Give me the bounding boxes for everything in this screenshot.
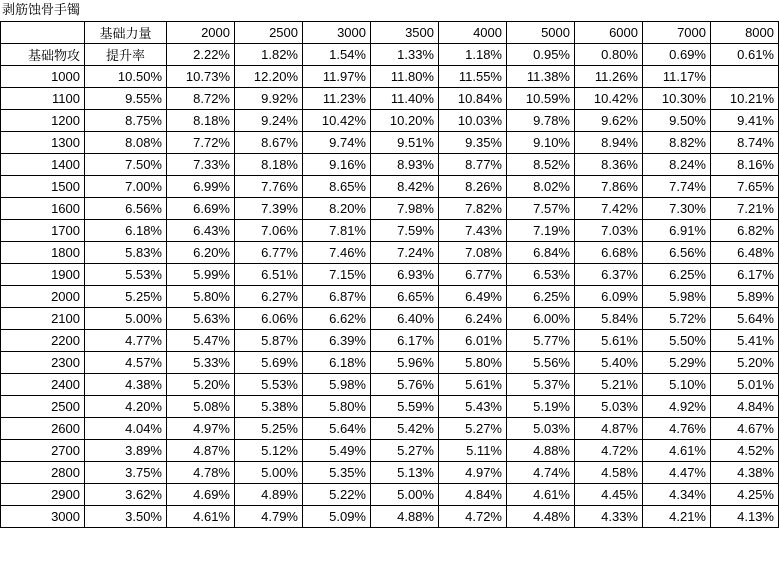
table-cell: 5.09%	[303, 506, 371, 528]
table-cell: 11.26%	[575, 66, 643, 88]
table-cell: 5.80%	[303, 396, 371, 418]
table-cell: 5.76%	[371, 374, 439, 396]
table-cell: 5.72%	[643, 308, 711, 330]
table-row	[1, 264, 779, 286]
table-cell: 7.74%	[643, 176, 711, 198]
table-cell: 9.24%	[235, 110, 303, 132]
table-cell: 7.98%	[371, 198, 439, 220]
table-cell: 8.20%	[303, 198, 371, 220]
table-cell: 5.80%	[167, 286, 235, 308]
table-cell: 11.40%	[371, 88, 439, 110]
rate-value: 1.18%	[439, 44, 507, 66]
data-table	[0, 21, 779, 528]
table-cell	[711, 66, 779, 88]
table-cell: 8.24%	[643, 154, 711, 176]
table-cell: 4.87%	[167, 440, 235, 462]
table-cell: 6.18%	[85, 220, 167, 242]
table-cell: 5.89%	[711, 286, 779, 308]
table-cell: 4.67%	[711, 418, 779, 440]
column-header-value: 8000	[711, 22, 779, 44]
table-cell: 4.89%	[235, 484, 303, 506]
table-cell: 5.98%	[643, 286, 711, 308]
row-header-cell: 1400	[1, 154, 85, 176]
table-cell: 7.76%	[235, 176, 303, 198]
rate-value: 0.95%	[507, 44, 575, 66]
rate-value: 0.69%	[643, 44, 711, 66]
table-cell: 5.22%	[303, 484, 371, 506]
table-cell: 6.87%	[303, 286, 371, 308]
table-body	[1, 66, 779, 528]
table-cell: 10.84%	[439, 88, 507, 110]
row-header-cell: 2000	[1, 286, 85, 308]
table-cell: 10.03%	[439, 110, 507, 132]
table-cell: 11.38%	[507, 66, 575, 88]
table-cell: 9.51%	[371, 132, 439, 154]
table-cell: 5.33%	[167, 352, 235, 374]
table-row	[1, 286, 779, 308]
table-cell: 5.00%	[235, 462, 303, 484]
table-cell: 4.92%	[643, 396, 711, 418]
table-cell: 4.84%	[711, 396, 779, 418]
row-header-cell: 1600	[1, 198, 85, 220]
column-header-value: 3500	[371, 22, 439, 44]
table-cell: 6.65%	[371, 286, 439, 308]
table-cell: 8.65%	[303, 176, 371, 198]
table-cell: 4.87%	[575, 418, 643, 440]
table-cell: 5.49%	[303, 440, 371, 462]
table-cell: 7.65%	[711, 176, 779, 198]
table-cell: 10.42%	[303, 110, 371, 132]
table-row	[1, 110, 779, 132]
rate-value: 2.22%	[167, 44, 235, 66]
table-cell: 6.62%	[303, 308, 371, 330]
table-cell: 6.27%	[235, 286, 303, 308]
row-header-cell: 1300	[1, 132, 85, 154]
table-cell: 3.50%	[85, 506, 167, 528]
table-cell: 11.17%	[643, 66, 711, 88]
header-row-strength	[1, 22, 779, 44]
column-header-value: 2500	[235, 22, 303, 44]
table-cell: 5.29%	[643, 352, 711, 374]
table-cell: 9.10%	[507, 132, 575, 154]
table-cell: 5.38%	[235, 396, 303, 418]
table-cell: 11.80%	[371, 66, 439, 88]
table-cell: 7.15%	[303, 264, 371, 286]
table-cell: 6.93%	[371, 264, 439, 286]
table-cell: 4.47%	[643, 462, 711, 484]
page-title: 剥筋蚀骨手镯	[2, 2, 81, 17]
table-cell: 4.88%	[507, 440, 575, 462]
column-header-value: 5000	[507, 22, 575, 44]
row-header-cell: 3000	[1, 506, 85, 528]
table-cell: 7.00%	[85, 176, 167, 198]
table-cell: 6.17%	[711, 264, 779, 286]
table-cell: 5.69%	[235, 352, 303, 374]
corner-cell	[1, 22, 85, 44]
table-cell: 7.08%	[439, 242, 507, 264]
table-cell: 10.50%	[85, 66, 167, 88]
table-row	[1, 154, 779, 176]
table-cell: 6.53%	[507, 264, 575, 286]
table-cell: 6.56%	[85, 198, 167, 220]
table-row	[1, 198, 779, 220]
table-cell: 9.92%	[235, 88, 303, 110]
row-header-cell: 1500	[1, 176, 85, 198]
table-cell: 5.25%	[85, 286, 167, 308]
table-cell: 6.06%	[235, 308, 303, 330]
table-cell: 7.81%	[303, 220, 371, 242]
rate-value: 1.82%	[235, 44, 303, 66]
table-cell: 8.26%	[439, 176, 507, 198]
table-cell: 6.49%	[439, 286, 507, 308]
table-cell: 5.63%	[167, 308, 235, 330]
table-cell: 6.56%	[643, 242, 711, 264]
table-cell: 4.61%	[643, 440, 711, 462]
row-header-cell: 1200	[1, 110, 85, 132]
table-cell: 4.48%	[507, 506, 575, 528]
table-cell: 5.83%	[85, 242, 167, 264]
table-cell: 4.57%	[85, 352, 167, 374]
table-cell: 6.18%	[303, 352, 371, 374]
table-cell: 8.74%	[711, 132, 779, 154]
table-cell: 9.16%	[303, 154, 371, 176]
table-cell: 8.75%	[85, 110, 167, 132]
rate-value: 1.33%	[371, 44, 439, 66]
table-cell: 7.82%	[439, 198, 507, 220]
table-cell: 8.82%	[643, 132, 711, 154]
table-cell: 10.20%	[371, 110, 439, 132]
table-cell: 7.72%	[167, 132, 235, 154]
row-header-cell: 2200	[1, 330, 85, 352]
table-cell: 6.25%	[643, 264, 711, 286]
table-row	[1, 132, 779, 154]
table-cell: 5.99%	[167, 264, 235, 286]
table-cell: 4.38%	[711, 462, 779, 484]
table-cell: 6.24%	[439, 308, 507, 330]
column-header-value: 2000	[167, 22, 235, 44]
table-cell: 6.51%	[235, 264, 303, 286]
table-cell: 5.00%	[85, 308, 167, 330]
row-header-cell: 1100	[1, 88, 85, 110]
table-cell: 5.87%	[235, 330, 303, 352]
table-cell: 8.18%	[167, 110, 235, 132]
row-header-cell: 2100	[1, 308, 85, 330]
table-cell: 5.61%	[439, 374, 507, 396]
table-cell: 5.98%	[303, 374, 371, 396]
table-cell: 6.01%	[439, 330, 507, 352]
table-cell: 4.33%	[575, 506, 643, 528]
table-cell: 6.09%	[575, 286, 643, 308]
table-cell: 5.84%	[575, 308, 643, 330]
table-row	[1, 484, 779, 506]
table-cell: 4.72%	[439, 506, 507, 528]
table-cell: 5.37%	[507, 374, 575, 396]
row-header-cell: 1700	[1, 220, 85, 242]
table-cell: 4.97%	[167, 418, 235, 440]
table-cell: 4.38%	[85, 374, 167, 396]
table-cell: 8.77%	[439, 154, 507, 176]
table-cell: 4.79%	[235, 506, 303, 528]
table-cell: 5.25%	[235, 418, 303, 440]
row-header-cell: 2600	[1, 418, 85, 440]
table-cell: 8.67%	[235, 132, 303, 154]
table-row	[1, 440, 779, 462]
table-row	[1, 88, 779, 110]
table-cell: 6.00%	[507, 308, 575, 330]
table-cell: 9.55%	[85, 88, 167, 110]
header-row-rate	[1, 44, 779, 66]
table-cell: 10.73%	[167, 66, 235, 88]
table-row	[1, 396, 779, 418]
table-cell: 7.86%	[575, 176, 643, 198]
table-cell: 5.00%	[371, 484, 439, 506]
table-cell: 5.13%	[371, 462, 439, 484]
row-header-cell: 2700	[1, 440, 85, 462]
table-cell: 8.02%	[507, 176, 575, 198]
table-cell: 11.55%	[439, 66, 507, 88]
table-cell: 10.59%	[507, 88, 575, 110]
table-cell: 4.21%	[643, 506, 711, 528]
table-cell: 5.41%	[711, 330, 779, 352]
column-header-value: 6000	[575, 22, 643, 44]
table-cell: 7.46%	[303, 242, 371, 264]
row-header-cell: 2800	[1, 462, 85, 484]
table-cell: 7.33%	[167, 154, 235, 176]
table-row	[1, 418, 779, 440]
table-cell: 5.64%	[303, 418, 371, 440]
table-cell: 8.16%	[711, 154, 779, 176]
table-cell: 7.24%	[371, 242, 439, 264]
table-cell: 6.25%	[507, 286, 575, 308]
table-cell: 5.03%	[507, 418, 575, 440]
table-cell: 5.40%	[575, 352, 643, 374]
table-cell: 5.80%	[439, 352, 507, 374]
table-row	[1, 66, 779, 88]
table-cell: 8.93%	[371, 154, 439, 176]
table-cell: 5.20%	[711, 352, 779, 374]
table-cell: 4.13%	[711, 506, 779, 528]
rate-value: 0.61%	[711, 44, 779, 66]
table-cell: 7.30%	[643, 198, 711, 220]
row-header-cell: 2500	[1, 396, 85, 418]
table-cell: 4.78%	[167, 462, 235, 484]
table-cell: 4.74%	[507, 462, 575, 484]
table-cell: 6.43%	[167, 220, 235, 242]
row-header-cell: 2400	[1, 374, 85, 396]
table-cell: 5.21%	[575, 374, 643, 396]
table-cell: 7.06%	[235, 220, 303, 242]
table-cell: 4.04%	[85, 418, 167, 440]
column-header-value: 7000	[643, 22, 711, 44]
table-cell: 5.10%	[643, 374, 711, 396]
table-row	[1, 176, 779, 198]
table-cell: 5.50%	[643, 330, 711, 352]
table-cell: 5.61%	[575, 330, 643, 352]
table-cell: 6.82%	[711, 220, 779, 242]
table-cell: 4.34%	[643, 484, 711, 506]
table-cell: 4.72%	[575, 440, 643, 462]
table-row	[1, 308, 779, 330]
table-cell: 10.21%	[711, 88, 779, 110]
table-cell: 6.17%	[371, 330, 439, 352]
table-cell: 5.35%	[303, 462, 371, 484]
table-cell: 9.41%	[711, 110, 779, 132]
table-cell: 5.08%	[167, 396, 235, 418]
table-cell: 5.77%	[507, 330, 575, 352]
column-header-value: 4000	[439, 22, 507, 44]
table-cell: 6.91%	[643, 220, 711, 242]
column-header-rate: 提升率	[85, 44, 167, 66]
table-cell: 12.20%	[235, 66, 303, 88]
table-cell: 11.23%	[303, 88, 371, 110]
row-header-base-attack: 基础物攻	[1, 44, 85, 66]
table-cell: 5.01%	[711, 374, 779, 396]
table-cell: 9.50%	[643, 110, 711, 132]
table-cell: 8.52%	[507, 154, 575, 176]
table-cell: 4.52%	[711, 440, 779, 462]
table-cell: 4.97%	[439, 462, 507, 484]
table-cell: 4.61%	[167, 506, 235, 528]
table-cell: 5.43%	[439, 396, 507, 418]
table-cell: 6.69%	[167, 198, 235, 220]
table-cell: 6.37%	[575, 264, 643, 286]
table-cell: 7.03%	[575, 220, 643, 242]
table-cell: 10.30%	[643, 88, 711, 110]
table-cell: 7.39%	[235, 198, 303, 220]
table-cell: 9.62%	[575, 110, 643, 132]
table-cell: 7.59%	[371, 220, 439, 242]
table-cell: 3.75%	[85, 462, 167, 484]
table-cell: 5.11%	[439, 440, 507, 462]
table-cell: 5.53%	[85, 264, 167, 286]
table-row	[1, 330, 779, 352]
table-row	[1, 374, 779, 396]
row-header-cell: 1900	[1, 264, 85, 286]
table-cell: 8.08%	[85, 132, 167, 154]
table-cell: 8.72%	[167, 88, 235, 110]
table-cell: 6.68%	[575, 242, 643, 264]
table-cell: 5.64%	[711, 308, 779, 330]
table-cell: 6.40%	[371, 308, 439, 330]
row-header-cell: 1800	[1, 242, 85, 264]
table-cell: 7.42%	[575, 198, 643, 220]
table-cell: 4.84%	[439, 484, 507, 506]
column-header-base-strength: 基础力量	[85, 22, 167, 44]
table-cell: 11.97%	[303, 66, 371, 88]
table-cell: 4.25%	[711, 484, 779, 506]
table-cell: 6.20%	[167, 242, 235, 264]
table-cell: 4.58%	[575, 462, 643, 484]
table-row	[1, 506, 779, 528]
table-cell: 5.20%	[167, 374, 235, 396]
table-cell: 6.84%	[507, 242, 575, 264]
table-row	[1, 220, 779, 242]
table-cell: 5.53%	[235, 374, 303, 396]
table-cell: 6.39%	[303, 330, 371, 352]
table-cell: 5.56%	[507, 352, 575, 374]
table-cell: 9.74%	[303, 132, 371, 154]
table-cell: 5.47%	[167, 330, 235, 352]
table-cell: 4.61%	[507, 484, 575, 506]
column-header-value: 3000	[303, 22, 371, 44]
table-row	[1, 352, 779, 374]
table-cell: 6.48%	[711, 242, 779, 264]
table-cell: 9.35%	[439, 132, 507, 154]
table-cell: 8.42%	[371, 176, 439, 198]
table-cell: 4.88%	[371, 506, 439, 528]
row-header-cell: 2300	[1, 352, 85, 374]
table-cell: 5.27%	[439, 418, 507, 440]
table-cell: 4.77%	[85, 330, 167, 352]
table-cell: 7.43%	[439, 220, 507, 242]
table-row	[1, 242, 779, 264]
row-header-cell: 2900	[1, 484, 85, 506]
table-cell: 7.19%	[507, 220, 575, 242]
row-header-cell: 1000	[1, 66, 85, 88]
table-cell: 5.96%	[371, 352, 439, 374]
table-row	[1, 462, 779, 484]
table-cell: 8.18%	[235, 154, 303, 176]
table-cell: 5.03%	[575, 396, 643, 418]
table-cell: 4.69%	[167, 484, 235, 506]
rate-value: 0.80%	[575, 44, 643, 66]
table-cell: 3.89%	[85, 440, 167, 462]
table-cell: 7.50%	[85, 154, 167, 176]
table-header	[1, 22, 779, 66]
table-cell: 8.94%	[575, 132, 643, 154]
table-cell: 9.78%	[507, 110, 575, 132]
table-cell: 3.62%	[85, 484, 167, 506]
table-cell: 7.21%	[711, 198, 779, 220]
table-cell: 5.19%	[507, 396, 575, 418]
rate-value: 1.54%	[303, 44, 371, 66]
table-cell: 5.42%	[371, 418, 439, 440]
table-cell: 10.42%	[575, 88, 643, 110]
table-cell: 6.77%	[235, 242, 303, 264]
table-cell: 5.27%	[371, 440, 439, 462]
table-cell: 6.77%	[439, 264, 507, 286]
table-cell: 5.59%	[371, 396, 439, 418]
table-cell: 4.76%	[643, 418, 711, 440]
table-cell: 4.20%	[85, 396, 167, 418]
table-cell: 6.99%	[167, 176, 235, 198]
table-cell: 8.36%	[575, 154, 643, 176]
table-cell: 4.45%	[575, 484, 643, 506]
table-cell: 7.57%	[507, 198, 575, 220]
table-cell: 5.12%	[235, 440, 303, 462]
